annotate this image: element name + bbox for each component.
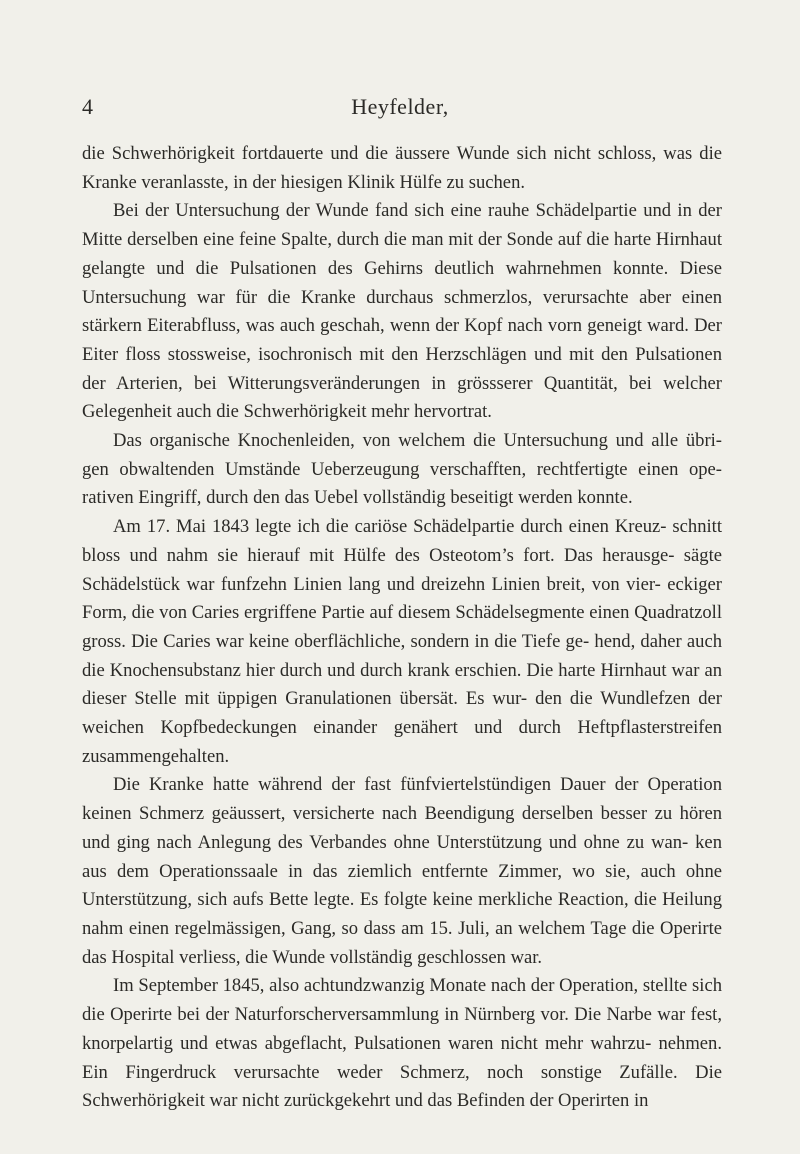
paragraph-recovery: Die Kranke hatte während der fast fünfviertelstündigen Dauer der Operation keinen Schmerz geäussert, versicherte nach Beendigung derselben besser zu hören und ging nach Anlegung des Verbandes ohne Unterstützung und ohne zu wan- ken aus dem Operationssaale in das ziemlich entfernte Zimmer, wo sie, auch ohne Unterstützung, sich aufs Bette legte. Es folgte keine merkliche Reaction, die Heilung nahm einen regelmässigen, Gang, so dass am 15. Juli, an welchem Tage die Operirte das Hospital verliess, die Wunde vollständig geschlossen war.	[82, 774, 722, 968]
paragraph-followup: Im September 1845, also achtundzwanzig Monate nach der Operation, stellte sich die Operirte bei der Naturforscherversammlung in Nürnberg vor. Die Narbe war fest, knorpelartig und etwas abgeflacht, Pulsationen waren nicht mehr wahrzu- nehmen. Ein Fingerdruck verursachte weder Schmerz, noch sonstige Zufälle. Die Schwerhörigkeit war nicht zurückgekehrt und das Befinden der Operirten in	[82, 975, 722, 1112]
paragraph-operation: Am 17. Mai 1843 legte ich die cariöse Schädelpartie durch einen Kreuz- schnitt bloss und nahm sie hierauf mit Hülfe des Osteotom’s fort. Das herausge- sägte Schädelstück war funfzehn Linien lang und dreizehn Linien breit, von vier- eckiger Form, die von Caries ergriffene Partie auf diesem Schädelsegmente einen Quadratzoll gross. Die Caries war keine oberflächliche, sondern in die Tiefe ge- hend, daher auch die Knochensubstanz hier durch und durch krank erschien. Die harte Hirnhaut war an dieser Stelle mit üppigen Granulationen übersät. Es wur- den die Wundlefzen der weichen Kopfbedeckungen einander genähert und durch Heftpflasterstreifen zusammengehalten.	[82, 516, 722, 767]
paragraph-continuation: die Schwerhörigkeit fortdauerte und die äussere Wunde sich nicht schloss, was die Kranke veranlasste, in der hiesigen Klinik Hülfe zu suchen.	[82, 143, 722, 193]
running-head: Heyfelder,	[351, 94, 449, 119]
paragraph-bone-disease: Das organische Knochenleiden, von welchem die Untersuchung und alle übri- gen obwaltenden Umstände Ueberzeugung verschafften, rechtfertigte einen ope- rativen Eingriff, durch den das Uebel vollständig beseitigt werden konnte.	[82, 430, 722, 509]
page-number: 4	[82, 94, 93, 119]
paragraph-examination: Bei der Untersuchung der Wunde fand sich eine rauhe Schädelpartie und in der Mitte derselben eine feine Spalte, durch die man mit der Sonde auf die harte Hirnhaut gelangte und die Pulsationen des Gehirns deutlich wahrnehmen konnte. Diese Untersuchung war für die Kranke durchaus schmerzlos, verursachte aber einen stärkern Eiterabfluss, was auch geschah, wenn der Kopf nach vorn geneigt ward. Der Eiter floss stossweise, isochronisch mit den Herzschlägen und mit den Pulsationen der Arterien, bei Witterungsveränderungen in grössserer Quantität, bei welcher Gelegenheit auch die Schwerhörigkeit mehr hervortrat.	[82, 200, 722, 423]
page-header	[0, 92, 800, 122]
body-text	[82, 140, 722, 1116]
